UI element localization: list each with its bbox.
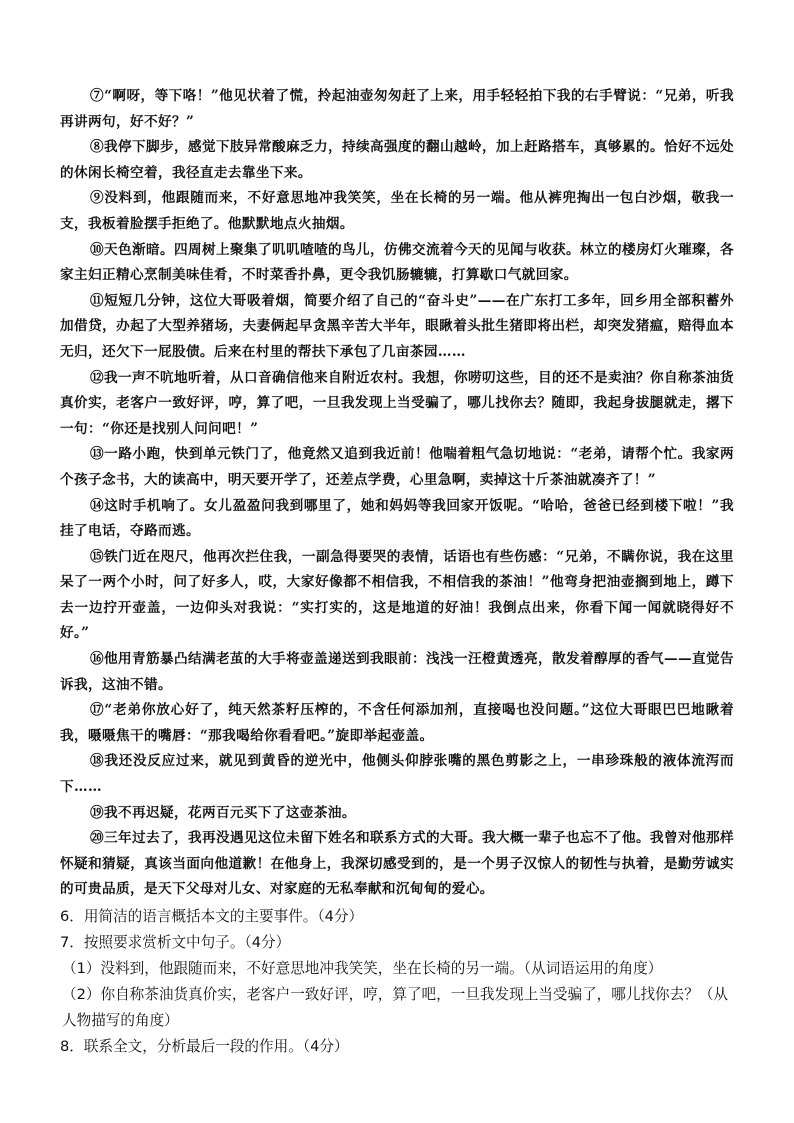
question-7-part-2: （2）你自称茶油货真价实，老客户一致好评，哼，算了吧，一旦我发现上当受骗了，哪儿找你去？（从人物描写的角度） xyxy=(62,986,729,1029)
article-body xyxy=(60,84,734,903)
paragraph-10: ⑩天色渐暗。四周树上聚集了叽叽喳喳的鸟儿，仿佛交流着今天的见闻与收获。林立的楼房灯火璀璨，各家主妇正精心烹制美味佳肴，不时菜香扑鼻，更令我饥肠辘辘，打算歇口气就回家。 xyxy=(60,241,734,284)
questions-section xyxy=(60,904,734,1060)
question-8: 8．联系全文，分析最后一段的作用。（4分） xyxy=(60,1038,349,1055)
question-7-part-1: （1）没料到，他跟随而来，不好意思地冲我笑笑，坐在长椅的另一端。（从词语运用的角度） xyxy=(62,960,663,977)
paragraph-13: ⑬一路小跑，快到单元铁门了，他竟然又追到我近前！他喘着粗气急切地说：“老弟，请帮个忙。我家两个孩子念书，大的读高中，明天要开学了，还差点学费，心里急啊，卖掉这十斤茶油就凑齐了！” xyxy=(60,446,734,488)
paragraph-17: ⑰“老弟你放心好了，纯天然茶籽压榨的，不含任何添加剂，直接喝也没问题。”这位大哥眼巴巴地瞅着我，嗫嗫焦干的嘴唇：“那我喝给你看看吧。”旋即举起壶盖。 xyxy=(60,702,734,744)
paragraph-20: ⑳三年过去了，我再没遇见这位未留下姓名和联系方式的大哥。我大概一辈子也忘不了他。我曾对他那样怀疑和猜疑，真该当面向他道歉！在他身上，我深切感受到的，是一个男子汉惊人的韧性与执着，是勤劳诚实的可贵品质，是天下父母对儿女、对家庭的无私奉献和沉甸甸的爱心。 xyxy=(60,830,734,898)
question-7: 7．按照要求赏析文中句子。（4分） xyxy=(60,934,291,951)
question-6: 6．用简洁的语言概括本文的主要事件。（4分） xyxy=(60,908,364,925)
paragraph-15: ⑮铁门近在咫尺，他再次拦住我，一副急得要哭的表情，话语也有些伤感：“兄弟，不瞒你说，我在这里呆了一两个小时，问了好多人，哎，大家好像都不相信我，不相信我的茶油！”他弯身把油壶搁到地上，蹲下去一边拧开壶盖，一边仰头对我说：“实打实的，这是地道的好油！我倒点出来，你看下闻一闻就晓得好不好。” xyxy=(60,548,734,642)
paragraph-12: ⑫我一声不吭地听着，从口音确信他来自附近农村。我想，你唠叨这些，目的还不是卖油？你自称茶油货真价实，老客户一致好评，哼，算了吧，一旦我发现上当受骗了，哪儿找你去？随即，我起身拔腿就走，撂下一句：“你还是找别人问问吧！” xyxy=(60,369,734,437)
paragraph-19: ⑲我不再迟疑，花两百元买下了这壶茶油。 xyxy=(90,804,356,821)
paragraph-8: ⑧我停下脚步，感觉下肢异常酸麻乏力，持续高强度的翻山越岭，加上赶路搭车，真够累的。恰好不远处的休闲长椅空着，我径直走去靠坐下来。 xyxy=(60,139,734,181)
paragraph-14: ⑭这时手机响了。女儿盈盈问我到哪里了，她和妈妈等我回家开饭呢。“哈哈，爸爸已经到楼下啦！”我挂了电话，夺路而逃。 xyxy=(60,497,734,540)
paragraph-11: ⑪短短几分钟，这位大哥吸着烟，简要介绍了自己的“奋斗史”——在广东打工多年，回乡用全部积蓄外加借贷，办起了大型养猪场，夫妻俩起早贪黑辛苦大半年，眼瞅着头批生猪即将出栏，却突发猪瘟，赔得血本无归，还欠下一屁股债。后来在村里的帮扶下承包了几亩茶园…… xyxy=(60,292,734,360)
paragraph-18: ⑱我还没反应过来，就见到黄昏的逆光中，他侧头仰脖张嘴的黑色剪影之上，一串珍珠般的液体流泻而下…… xyxy=(60,753,734,796)
paragraph-16: ⑯他用青筋暴凸结满老茧的大手将壶盖递送到我眼前：浅浅一汪橙黄透亮，散发着醇厚的香气——直觉告诉我，这油不错。 xyxy=(60,651,734,693)
paragraph-7: ⑦“啊呀，等下咯！”他见状着了慌，拎起油壶匆匆赶了上来，用手轻轻拍下我的右手臂说：“兄弟，听我再讲两句，好不好？” xyxy=(60,88,734,130)
paragraph-9: ⑨没料到，他跟随而来，不好意思地冲我笑笑，坐在长椅的另一端。他从裤兜掏出一包白沙烟，敬我一支，我板着脸摆手拒绝了。他默默地点火抽烟。 xyxy=(60,190,734,232)
